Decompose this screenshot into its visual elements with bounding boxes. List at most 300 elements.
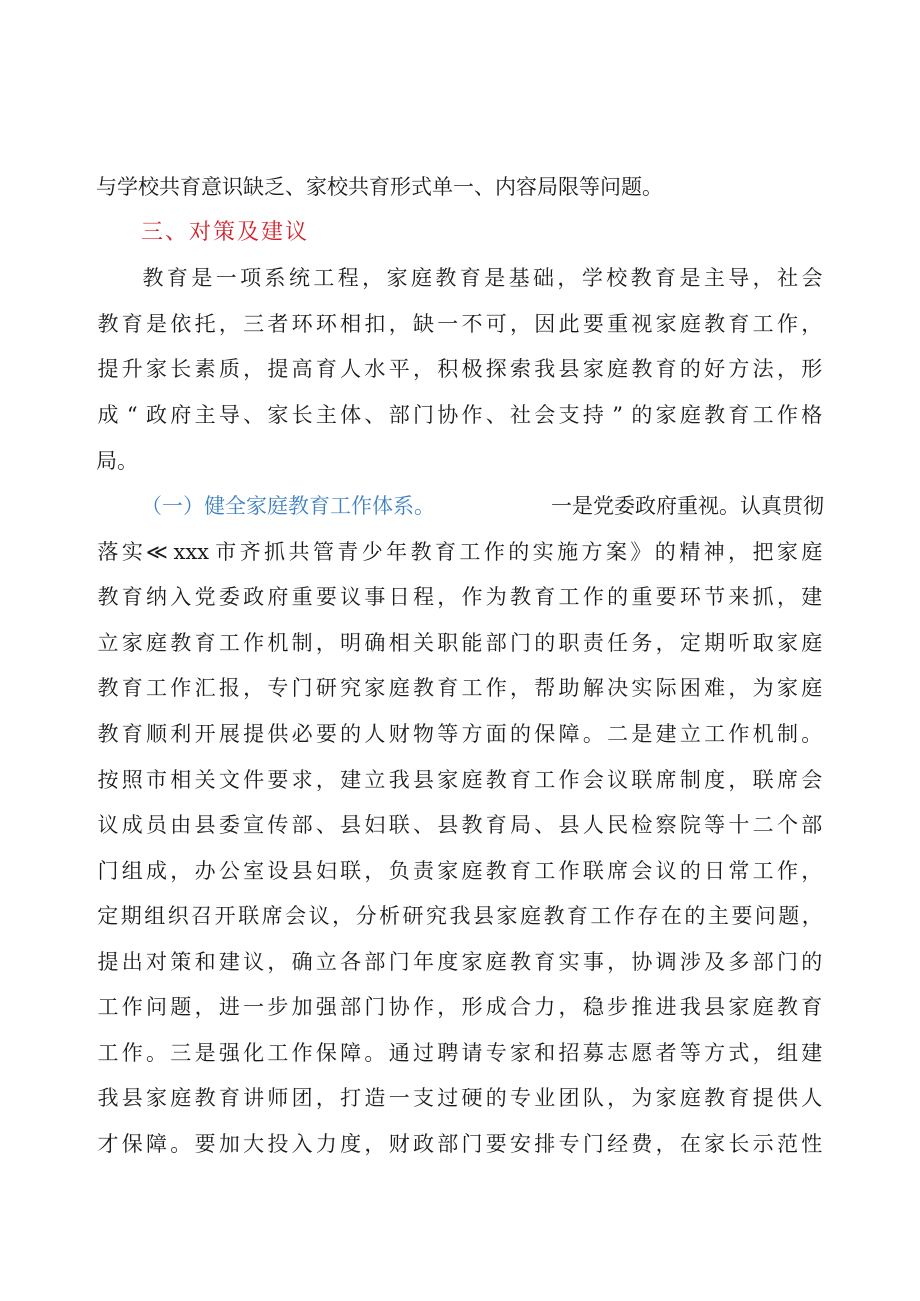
text-glyph: ， — [655, 1132, 677, 1156]
text-glyph: 人 — [582, 813, 604, 837]
text-glyph: 建 — [801, 585, 823, 609]
text-glyph: 教 — [543, 904, 565, 928]
text-glyph: 统 — [288, 266, 310, 290]
text-glyph: 解 — [582, 676, 604, 700]
text-glyph: 门 — [582, 1132, 604, 1156]
text-glyph: 为 — [485, 585, 507, 609]
text-glyph: 环 — [315, 312, 337, 336]
text-glyph: 育 — [801, 995, 823, 1019]
text-glyph: ， — [315, 631, 337, 655]
text-glyph: 高 — [291, 357, 313, 381]
text-glyph: 传 — [267, 813, 289, 837]
text-glyph: 作 — [558, 768, 580, 792]
text-glyph: 作 — [776, 859, 798, 883]
text-glyph: 导 — [218, 403, 240, 427]
text-glyph: 水 — [364, 357, 386, 381]
text-glyph: 家 — [655, 403, 677, 427]
paragraph-line — [96, 1081, 824, 1115]
text-glyph: 育 — [534, 585, 556, 609]
text-glyph: 极 — [461, 357, 483, 381]
text-glyph: 。 — [146, 1041, 168, 1065]
text-glyph: 教 — [776, 995, 798, 1019]
text-glyph: 募 — [582, 1041, 604, 1065]
text-glyph: ， — [437, 585, 459, 609]
text-glyph: 的 — [631, 403, 653, 427]
text-glyph: 的 — [534, 631, 556, 655]
text-glyph: 质 — [218, 357, 240, 381]
text-glyph: 作 — [776, 403, 798, 427]
text-glyph: 市 — [215, 540, 237, 564]
text-glyph: 专 — [267, 676, 289, 700]
text-glyph: 主 — [194, 403, 216, 427]
text-glyph: 青 — [337, 540, 359, 564]
text-glyph: 县 — [558, 813, 580, 837]
text-glyph: 各 — [340, 950, 362, 974]
text-glyph: 障 — [340, 1041, 362, 1065]
text-glyph: 视 — [631, 312, 653, 336]
paragraph-line — [96, 990, 824, 1024]
text-glyph: 建 — [655, 722, 677, 746]
paragraph-line — [96, 580, 824, 614]
text-glyph: 的 — [679, 859, 701, 883]
text-glyph: 要 — [655, 585, 677, 609]
text-glyph: 必 — [291, 722, 313, 746]
text-glyph: 责 — [412, 859, 434, 883]
text-glyph: 要 — [315, 585, 337, 609]
text-glyph: 育 — [121, 676, 143, 700]
text-glyph: 成 — [485, 995, 507, 1019]
text-glyph: 门 — [461, 1132, 483, 1156]
text-glyph: 讲 — [243, 1086, 265, 1110]
text-glyph: ， — [437, 995, 459, 1019]
text-glyph: 化 — [243, 1041, 265, 1065]
text-glyph: 育 — [437, 676, 459, 700]
text-glyph: 门 — [776, 950, 798, 974]
text-glyph: 年 — [412, 950, 434, 974]
text-glyph: 强 — [315, 995, 337, 1019]
text-glyph: 业 — [534, 1086, 556, 1110]
text-glyph: 县 — [291, 859, 313, 883]
text-glyph: 提 — [752, 1086, 774, 1110]
text-glyph: 顺 — [146, 722, 168, 746]
text-glyph: 办 — [194, 859, 216, 883]
paragraph-text: 一是党委政府重视。认真贯彻 — [551, 494, 824, 518]
text-glyph: 安 — [510, 1132, 532, 1156]
text-glyph: 人 — [801, 1086, 823, 1110]
text-glyph: 庭 — [461, 859, 483, 883]
text-glyph: 局 — [510, 813, 532, 837]
text-glyph: 建 — [340, 768, 362, 792]
text-glyph: 确 — [364, 631, 386, 655]
text-glyph: 要 — [267, 768, 289, 792]
text-glyph: 门 — [510, 631, 532, 655]
text-glyph: 席 — [261, 904, 283, 928]
text-glyph: 平 — [388, 357, 410, 381]
text-glyph: 会 — [801, 768, 823, 792]
text-glyph: ， — [510, 676, 532, 700]
text-glyph: 力 — [315, 1132, 337, 1156]
text-glyph: 协 — [631, 950, 653, 974]
text-glyph: 长 — [170, 357, 192, 381]
text-glyph: 工 — [534, 859, 556, 883]
text-glyph: 作 — [121, 995, 143, 1019]
text-glyph: 环 — [291, 312, 313, 336]
text-glyph: 家 — [776, 540, 798, 564]
paragraph-line — [96, 671, 824, 705]
text-glyph: ， — [607, 1086, 629, 1110]
text-glyph: 过 — [437, 1086, 459, 1110]
text-glyph: 作 — [243, 631, 265, 655]
text-glyph: 系 — [264, 266, 286, 290]
text-glyph: 步 — [607, 995, 629, 1019]
text-glyph: 庭 — [679, 1086, 701, 1110]
text-glyph: 好 — [704, 357, 726, 381]
text-glyph: 供 — [267, 722, 289, 746]
text-glyph: 议 — [607, 768, 629, 792]
text-glyph: 研 — [315, 676, 337, 700]
text-glyph: 、 — [534, 813, 556, 837]
text-glyph: 教 — [435, 266, 457, 290]
text-glyph: 师 — [267, 1086, 289, 1110]
text-glyph: 是 — [191, 266, 213, 290]
text-glyph: 定 — [679, 631, 701, 655]
text-glyph: 县 — [437, 813, 459, 837]
text-glyph: 重 — [631, 585, 653, 609]
text-glyph: 组 — [121, 859, 143, 883]
text-glyph: 校 — [606, 266, 628, 290]
text-glyph: 主 — [315, 403, 337, 427]
text-glyph: 听 — [728, 631, 750, 655]
text-glyph: 把 — [752, 540, 774, 564]
text-glyph: 社 — [510, 403, 532, 427]
text-glyph: 积 — [437, 357, 459, 381]
text-glyph: 育 — [485, 813, 507, 837]
text-glyph: 作 — [558, 859, 580, 883]
text-glyph: 的 — [508, 540, 530, 564]
text-glyph: 教 — [704, 312, 726, 336]
text-glyph: ， — [315, 768, 337, 792]
text-glyph: 我 — [534, 357, 556, 381]
paragraph-line — [96, 307, 824, 341]
text-glyph: 庭 — [679, 403, 701, 427]
text-glyph: 组 — [776, 1041, 798, 1065]
text-glyph: 家 — [510, 1041, 532, 1065]
text-glyph: “ — [126, 403, 138, 427]
text-glyph: 部 — [388, 403, 410, 427]
text-glyph: 教 — [485, 859, 507, 883]
text-glyph: 成 — [146, 859, 168, 883]
text-glyph: 议 — [308, 904, 330, 928]
text-glyph: 出 — [121, 950, 143, 974]
text-glyph: 立 — [364, 768, 386, 792]
text-glyph: 。 — [582, 722, 604, 746]
text-glyph: 障 — [558, 722, 580, 746]
text-glyph: 明 — [340, 631, 362, 655]
text-glyph: 困 — [679, 676, 701, 700]
text-glyph: 按 — [97, 768, 119, 792]
text-glyph: 家 — [496, 904, 518, 928]
text-glyph: 开 — [194, 722, 216, 746]
paragraph-line: 局。 — [96, 449, 138, 473]
text-glyph: 的 — [340, 722, 362, 746]
text-glyph: 支 — [558, 403, 580, 427]
text-glyph: 、 — [412, 813, 434, 837]
text-glyph: ， — [364, 859, 386, 883]
text-glyph: 联 — [388, 813, 410, 837]
text-glyph: 育 — [534, 950, 556, 974]
text-glyph: 进 — [655, 995, 677, 1019]
text-glyph: 调 — [655, 950, 677, 974]
text-glyph: 程 — [412, 585, 434, 609]
text-glyph: 策 — [170, 950, 192, 974]
text-glyph: 抓 — [752, 585, 774, 609]
text-glyph: 是 — [484, 266, 506, 290]
text-glyph: 建 — [218, 950, 240, 974]
text-glyph: 扣 — [364, 312, 386, 336]
text-glyph: 助 — [558, 676, 580, 700]
text-glyph: 家 — [364, 676, 386, 700]
text-glyph: 队 — [582, 1086, 604, 1110]
text-glyph: 家 — [655, 312, 677, 336]
text-glyph: 社 — [777, 266, 799, 290]
text-glyph: 进 — [218, 995, 240, 1019]
text-glyph: 关 — [194, 768, 216, 792]
text-glyph: 制 — [679, 768, 701, 792]
text-glyph: 作 — [412, 995, 434, 1019]
text-glyph: 庭 — [519, 904, 541, 928]
text-glyph: 门 — [291, 676, 313, 700]
paragraph-line — [96, 945, 824, 979]
text-glyph: 人 — [364, 722, 386, 746]
text-glyph: 相 — [388, 631, 410, 655]
text-glyph: 一 — [215, 266, 237, 290]
paragraph-line — [96, 1036, 824, 1070]
text-glyph: 度 — [340, 1132, 362, 1156]
text-glyph: 度 — [437, 950, 459, 974]
text-glyph: 三 — [243, 312, 265, 336]
text-glyph: 家 — [121, 631, 143, 655]
text-glyph: 成 — [97, 403, 119, 427]
text-glyph: 我 — [449, 904, 471, 928]
text-glyph: 愿 — [631, 1041, 653, 1065]
text-glyph: 可 — [485, 312, 507, 336]
text-glyph: 作 — [728, 722, 750, 746]
text-glyph: 协 — [437, 403, 459, 427]
text-glyph: 工 — [558, 585, 580, 609]
text-glyph: ， — [558, 995, 580, 1019]
text-glyph: 家 — [146, 357, 168, 381]
text-glyph: 教 — [410, 540, 432, 564]
text-glyph: 帮 — [534, 676, 556, 700]
text-glyph: 教 — [485, 768, 507, 792]
text-glyph: 施 — [557, 540, 579, 564]
text-glyph: 县 — [121, 1086, 143, 1110]
text-glyph: 重 — [607, 312, 629, 336]
text-glyph: 的 — [654, 540, 676, 564]
text-glyph: 费 — [631, 1132, 653, 1156]
text-glyph: 县 — [704, 995, 726, 1019]
text-glyph: 形 — [801, 357, 823, 381]
paragraph-line — [96, 352, 824, 386]
text-glyph: 问 — [146, 995, 168, 1019]
text-glyph: 工 — [146, 676, 168, 700]
text-glyph: 育 — [566, 904, 588, 928]
text-glyph: 形 — [461, 995, 483, 1019]
text-glyph: 工 — [752, 312, 774, 336]
text-glyph: 提 — [97, 950, 119, 974]
text-glyph: 法 — [752, 357, 774, 381]
text-glyph: 家 — [776, 676, 798, 700]
text-glyph: 一 — [243, 995, 265, 1019]
text-glyph: 格 — [801, 403, 823, 427]
text-glyph: 对 — [146, 950, 168, 974]
text-glyph: ， — [510, 312, 532, 336]
text-glyph: 妇 — [364, 813, 386, 837]
text-glyph: 委 — [218, 585, 240, 609]
text-glyph: 的 — [485, 1086, 507, 1110]
text-glyph: 常 — [728, 859, 750, 883]
text-glyph: 是 — [194, 1041, 216, 1065]
text-glyph: 联 — [340, 859, 362, 883]
text-glyph: 合 — [510, 995, 532, 1019]
text-glyph: 支 — [412, 1086, 434, 1110]
text-glyph: 教 — [510, 950, 532, 974]
text-glyph: 我 — [679, 995, 701, 1019]
text-glyph: 育 — [728, 403, 750, 427]
text-glyph: 索 — [510, 357, 532, 381]
paragraph-line — [96, 398, 824, 432]
text-glyph: 投 — [267, 1132, 289, 1156]
text-glyph: 专 — [510, 1086, 532, 1110]
text-glyph: 庭 — [607, 357, 629, 381]
text-glyph: 基 — [508, 266, 530, 290]
text-glyph: 障 — [146, 1132, 168, 1156]
text-glyph: 县 — [472, 904, 494, 928]
text-glyph: 工 — [752, 403, 774, 427]
text-glyph: 教 — [461, 813, 483, 837]
text-glyph: 教 — [194, 1086, 216, 1110]
text-glyph: ， — [557, 266, 579, 290]
text-glyph: 联 — [582, 859, 604, 883]
text-glyph: 研 — [402, 904, 424, 928]
text-glyph: 教 — [510, 585, 532, 609]
text-glyph: 县 — [340, 813, 362, 837]
text-glyph: 等 — [704, 813, 726, 837]
text-glyph: 部 — [752, 950, 774, 974]
text-glyph: 文 — [218, 768, 240, 792]
text-glyph: 市 — [146, 768, 168, 792]
text-glyph: 实 — [558, 950, 580, 974]
text-glyph: 财 — [388, 1132, 410, 1156]
paragraph-line — [96, 717, 824, 751]
text-glyph: 家 — [267, 403, 289, 427]
text-glyph: 立 — [97, 631, 119, 655]
text-glyph: 席 — [607, 859, 629, 883]
text-glyph: 为 — [752, 676, 774, 700]
text-glyph: 关 — [412, 631, 434, 655]
paragraph-line: 与学校共育意识缺乏、家校共育形式单一、内容局限等问题。 — [96, 175, 663, 199]
text-glyph: 门 — [388, 950, 410, 974]
text-glyph: 要 — [194, 1132, 216, 1156]
text-glyph: 齐 — [239, 540, 261, 564]
text-glyph: 力 — [534, 995, 556, 1019]
text-glyph: 案 — [605, 540, 627, 564]
text-glyph: ， — [243, 357, 265, 381]
text-glyph: ” — [612, 403, 623, 427]
text-glyph: 县 — [558, 357, 580, 381]
text-glyph: 打 — [340, 1086, 362, 1110]
text-glyph: 。 — [170, 1132, 192, 1156]
text-glyph: 聘 — [437, 1041, 459, 1065]
text-glyph: ≪ — [145, 540, 168, 564]
text-glyph: 的 — [510, 722, 532, 746]
text-glyph: 政 — [412, 1132, 434, 1156]
text-glyph: 会 — [582, 768, 604, 792]
text-glyph: 家 — [437, 859, 459, 883]
text-glyph: 范 — [776, 1132, 798, 1156]
text-glyph: 排 — [534, 1132, 556, 1156]
text-glyph: 任 — [607, 631, 629, 655]
text-glyph: 作 — [461, 585, 483, 609]
text-glyph: 依 — [170, 312, 192, 336]
text-glyph: 因 — [534, 312, 556, 336]
text-glyph: xxx — [173, 540, 210, 564]
text-glyph: 作 — [483, 540, 505, 564]
text-glyph: 托 — [194, 312, 216, 336]
text-glyph: 室 — [243, 859, 265, 883]
text-glyph: 宣 — [243, 813, 265, 837]
text-glyph: 育 — [655, 357, 677, 381]
text-glyph: 庭 — [752, 995, 774, 1019]
text-glyph: 二 — [607, 722, 629, 746]
text-glyph: 者 — [655, 1041, 677, 1065]
text-glyph: 员 — [146, 813, 168, 837]
text-glyph: 题 — [778, 904, 800, 928]
paragraph-line — [96, 854, 824, 888]
text-glyph: ， — [728, 676, 750, 700]
text-glyph: 教 — [631, 357, 653, 381]
text-glyph: 和 — [534, 1041, 556, 1065]
text-glyph: 重 — [291, 585, 313, 609]
text-glyph: 工 — [461, 676, 483, 700]
text-glyph: 多 — [728, 950, 750, 974]
text-glyph: ， — [776, 585, 798, 609]
text-glyph: 性 — [801, 1132, 823, 1156]
text-glyph: 育 — [166, 266, 188, 290]
text-glyph: 实 — [532, 540, 554, 564]
text-glyph: 家 — [728, 995, 750, 1019]
text-glyph: 庭 — [146, 631, 168, 655]
subsection-line — [141, 489, 824, 523]
text-glyph: 来 — [728, 585, 750, 609]
text-glyph: 的 — [607, 585, 629, 609]
text-glyph: 会 — [631, 859, 653, 883]
text-glyph: 育 — [728, 312, 750, 336]
text-glyph: 机 — [752, 722, 774, 746]
text-glyph: 议 — [655, 859, 677, 883]
text-glyph: 供 — [776, 1086, 798, 1110]
text-glyph: ， — [776, 357, 798, 381]
text-glyph: 席 — [776, 768, 798, 792]
text-glyph: 加 — [291, 995, 313, 1019]
text-glyph: 面 — [485, 722, 507, 746]
text-glyph: 教 — [170, 631, 192, 655]
text-glyph: 要 — [315, 722, 337, 746]
text-glyph: 少 — [361, 540, 383, 564]
text-glyph: 我 — [97, 1086, 119, 1110]
text-glyph: 庭 — [485, 950, 507, 974]
text-glyph: 作 — [485, 676, 507, 700]
